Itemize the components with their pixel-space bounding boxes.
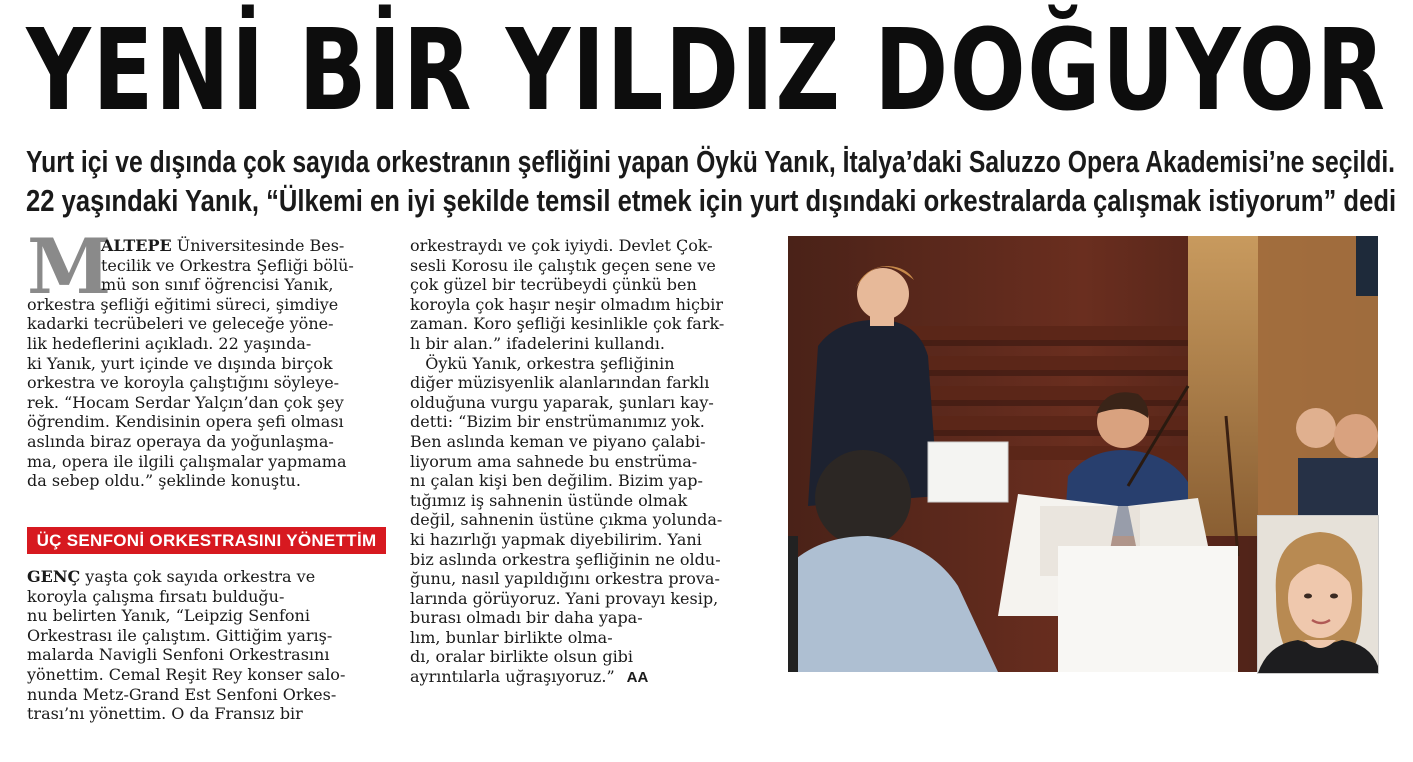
text-line: mü son sınıf öğrencisi Yanık, xyxy=(101,275,334,295)
text-line xyxy=(27,567,387,587)
deck-line-1: Yurt içi ve dışında çok sayıda orkestranın şefliğini yapan Öykü Yanık, İtalya’daki Saluzzo Opera Akademisi’ne seçildi. xyxy=(26,144,1396,179)
column-1 xyxy=(27,222,387,491)
text-line: zaman. Koro şefliği kesinlikle çok fark- xyxy=(410,314,725,334)
text-line: aslında biraz operaya da yoğunlaşma- xyxy=(27,431,334,451)
byline-agency: AA xyxy=(626,669,649,687)
text-line: ma, opera ile ilgili çalışmalar yapmama xyxy=(27,451,347,471)
text-line: nu belirten Yanık, “Leipzig Senfoni xyxy=(27,606,310,626)
text-line: tığımız iş sahnenin üstünde olmak xyxy=(410,490,688,510)
text-line: liyorum ama sahnede bu enstrüma- xyxy=(410,451,698,471)
text-line: orkestraydı ve çok iyiydi. Devlet Çok- xyxy=(410,236,713,255)
subhead: ÜÇ SENFONİ ORKESTRASINI YÖNETTİM xyxy=(27,527,386,554)
deck-line-2: 22 yaşındaki Yanık, “Ülkemi en iyi şekilde temsil etmek için yurt dışındaki orkestralarda çalışmak istiyorum” dedi xyxy=(26,183,1397,218)
text-line: ğunu, nasıl yapıldığını orkestra prova- xyxy=(410,569,720,589)
text-span: yaşta çok sayıda orkestra ve xyxy=(80,567,316,586)
text-line xyxy=(27,236,387,256)
text-line: nı çalan kişi ben değilim. Bizim yap- xyxy=(410,471,703,491)
text-line: da sebep oldu.” şeklinde konuştu. xyxy=(27,471,301,491)
text-line: rek. “Hocam Serdar Yalçın’dan çok şey xyxy=(27,392,344,412)
headline-text: YENİ BİR YILDIZ DOĞUYOR xyxy=(26,6,1387,136)
text-line: orkestra ve koroyla çalıştığını söyleye- xyxy=(27,373,340,393)
text-line: malarda Navigli Senfoni Orkestrasını xyxy=(27,645,330,665)
text-line: biz aslında orkestra şefliğinin ne oldu- xyxy=(410,549,721,569)
text-span: Üniversitesinde Bes- xyxy=(171,236,345,255)
deck xyxy=(26,142,1406,220)
text-line: lım, bunlar birlikte olma- xyxy=(410,627,613,647)
text-line: Öykü Yanık, orkestra şefliğinin xyxy=(410,353,675,373)
text-line: Orkestrası ile çalıştım. Gittiğim yarış- xyxy=(27,625,333,645)
text-line: ki hazırlığı yapmak diyebilirim. Yani xyxy=(410,529,702,549)
text-line: nunda Metz-Grand Est Senfoni Orkes- xyxy=(27,684,337,704)
section-lead-word: GENÇ xyxy=(27,567,81,586)
text-line: sesli Korosu ile çalıştık geçen sene ve xyxy=(410,255,716,275)
text-line: Ben aslında keman ve piyano çalabi- xyxy=(410,431,706,451)
text-line: diğer müzisyenlik alanlarından farklı xyxy=(410,373,710,393)
portrait-inset-photo xyxy=(1257,515,1379,674)
text-line: kadarki tecrübeleri ve geleceğe yöne- xyxy=(27,314,334,334)
text-line: tecilik ve Orkestra Şefliği bölü- xyxy=(101,255,354,275)
text-line: orkestra şefliği eğitimi süreci, şimdiye xyxy=(27,294,339,314)
text-line: lı bir alan.” ifadelerini kullandı. xyxy=(410,333,665,353)
text-span: ayrıntılarla uğraşıyoruz.” xyxy=(410,667,615,687)
text-line: çok güzel bir tecrübeydi çünkü ben xyxy=(410,275,697,295)
lead-word: ALTEPE xyxy=(101,236,172,255)
text-line: olduğuna vurgu yaparak, şunları kay- xyxy=(410,392,714,412)
text-line: değil, sahnenin üstüne çıkma yolunda- xyxy=(410,510,723,530)
text-line: burası olmadı bir daha yapa- xyxy=(410,608,643,628)
text-line: larında görüyoruz. Yani provayı kesip, xyxy=(410,588,719,608)
text-line: detti: “Bizim bir enstrümanımız yok. xyxy=(410,412,705,432)
column-2 xyxy=(410,236,780,688)
text-line: öğrendim. Kendisinin opera şefi olması xyxy=(27,412,344,432)
text-line: koroyla çalışma fırsatı bulduğu- xyxy=(27,586,285,606)
text-line: yönettim. Cemal Reşit Rey konser salo- xyxy=(27,664,346,684)
text-line: lik hedeflerini açıkladı. 22 yaşında- xyxy=(27,333,312,353)
text-line: dı, oralar birlikte olsun gibi xyxy=(410,647,634,667)
portrait-photo xyxy=(1258,516,1378,673)
text-line: ki Yanık, yurt içinde ve dışında birçok xyxy=(27,353,333,373)
text-line xyxy=(410,667,780,688)
text-line: koroyla çok haşır neşir olmadım hiçbir xyxy=(410,294,723,314)
headline xyxy=(0,6,1413,136)
column-1-section-2 xyxy=(27,567,387,724)
text-line: trası’nı yönettim. O da Fransız bir xyxy=(27,704,303,724)
drop-cap: M xyxy=(27,222,112,311)
